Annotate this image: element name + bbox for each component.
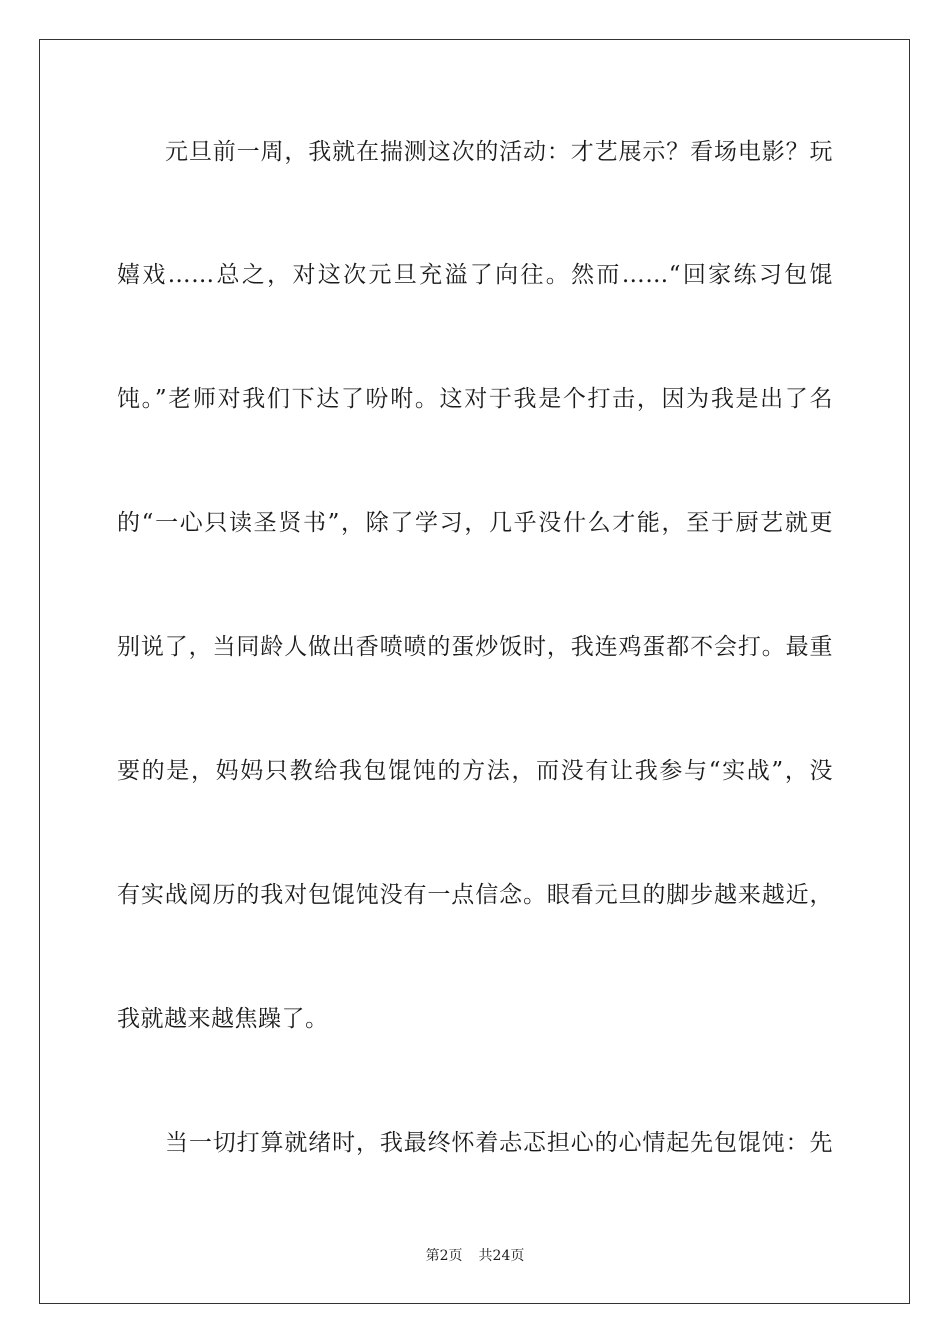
page-footer: [0, 1247, 950, 1265]
paragraph-2-line-1: 当一切打算就绪时，我最终怀着忐忑担心的心情起先包馄饨：先: [165, 1130, 833, 1156]
page-number-total: 共24页: [478, 1248, 525, 1264]
paragraph-1-line-1: 元旦前一周，我就在揣测这次的活动：才艺展示？看场电影？玩: [165, 139, 833, 165]
paragraph-1-line-3: 饨。”老师对我们下达了吩咐。这对于我是个打击，因为我是出了名: [117, 386, 833, 412]
paragraph-1-line-6: 要的是，妈妈只教给我包馄饨的方法，而没有让我参与“实战”，没: [117, 758, 833, 784]
paragraph-1-line-7: 有实战阅历的我对包馄饨没有一点信念。眼看元旦的脚步越来越近，: [117, 882, 833, 908]
paragraph-1-line-5: 别说了，当同龄人做出香喷喷的蛋炒饭时，我连鸡蛋都不会打。最重: [117, 634, 833, 660]
paragraph-1-line-4: 的“一心只读圣贤书”，除了学习，几乎没什么才能，至于厨艺就更: [117, 510, 833, 536]
page-frame: [39, 39, 910, 1304]
paragraph-1-line-8: 我就越来越焦躁了。: [117, 1006, 329, 1032]
page-number-current: 第2页: [425, 1248, 463, 1264]
paragraph-1-line-2: 嬉戏……总之，对这次元旦充溢了向往。然而……“回家练习包馄: [117, 262, 833, 288]
